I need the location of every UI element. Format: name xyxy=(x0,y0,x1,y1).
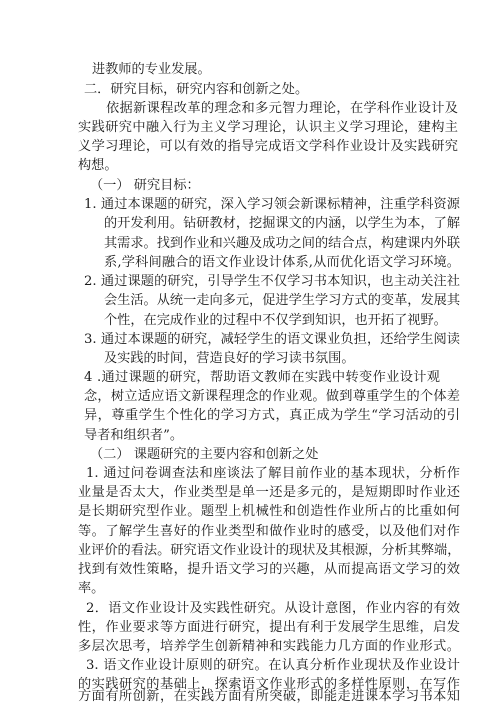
text-line: 找到有效性策略，提升语文学习的兴趣，从而提高语文学习的效 xyxy=(78,562,460,577)
subsection-heading: （一） 研究目标： xyxy=(90,178,200,193)
text-line: 等。了解学生喜好的作业类型和做作业时的感受，以及他们对作 xyxy=(78,524,460,539)
text-line: 多层次思考，培养学生创新精神和实践能力几方面的作业形式。 xyxy=(78,639,460,654)
text-line: 系,学科间融合的语文作业设计体系,从而优化语文学习环境。 xyxy=(104,255,460,270)
text-line: 导者和组织者”。 xyxy=(84,428,184,443)
text-line: 会生活。从统一走向多元，促进学生学习方式的变革，发展其 xyxy=(104,293,460,308)
text-line: 性，作业要求等方面进行研究，提出有利于发展学生思维，启发 xyxy=(78,620,460,635)
text-line: 方面有所创新，在实践方面有所突破，即能走进课本学习书本知 xyxy=(78,689,460,704)
list-item: 1. 通过本课题的研究，深入学习领会新课标精神，注重学科资源 xyxy=(84,197,460,212)
text-line: 念，树立适应语文新课程理念的作业观。做到尊重学生的个体差 xyxy=(84,389,460,404)
text-line: 构想。 xyxy=(78,158,118,173)
text-line: 业量是否太大，作业类型是单一还是多元的，是短期即时作业还 xyxy=(78,485,460,500)
text-line: 是长期研究型作业。题型上机械性和创造性作业所占的比重如何 xyxy=(78,504,460,519)
text-line: 率。 xyxy=(78,581,105,596)
text-line: 的实践研究的基础上，探索语文作业形式的多样性原则，在写作 xyxy=(78,677,460,692)
text-line: 依据新课程改革的理念和多元智力理论，在学科作业设计及 xyxy=(106,101,458,116)
list-item: 2．语文作业设计及实践性研究。从设计意图，作业内容的有效 xyxy=(86,601,460,616)
list-item: 2. 通过课题的研究，引导学生不仅学习书本知识，也主动关注社 xyxy=(84,274,460,289)
text-line: 及实践的时间，营造良好的学习读书氛围。 xyxy=(104,351,355,366)
text-line: 的开发利用。钻研教材，挖掘课文的内涵，以学生为本，了解 xyxy=(104,216,460,231)
list-item: 1. 通过问卷调查法和座谈法了解目前作业的基本现状，分析作 xyxy=(86,466,460,481)
list-item: 4 .通过课题的研究，帮助语文教师在实践中转变作业设计观 xyxy=(84,370,440,385)
text-line: 其需求。找到作业和兴趣及成功之间的结合点，构建课内外联 xyxy=(104,236,460,251)
subsection-heading: （二） 课题研究的主要内容和创新之处 xyxy=(90,447,319,462)
list-item: 3. 通过本课题的研究，减轻学生的语文课业负担，还给学生阅读 xyxy=(84,332,460,347)
section-heading: 二．研究目标，研究内容和创新之处。 xyxy=(84,82,309,97)
list-item: 3. 语文作业设计原则的研究。在认真分析作业现状及作业设计 xyxy=(86,658,460,673)
text-line: 进教师的专业发展。 xyxy=(92,62,211,77)
text-line: 异，尊重学生个性化的学习方式，真正成为学生“学习活动的引 xyxy=(84,408,460,423)
text-line: 实践研究中融入行为主义学习理论，认识主义学习理论，建构主 xyxy=(78,120,458,135)
text-line: 义学习理论，可以有效的指导完成语文学科作业设计及实践研究 xyxy=(78,139,458,154)
text-line: 个性，在完成作业的过程中不仅学到知识，也开拓了视野。 xyxy=(104,313,447,328)
text-line: 业评价的看法。研究语文作业设计的现状及其根源，分析其弊端， xyxy=(78,543,460,558)
